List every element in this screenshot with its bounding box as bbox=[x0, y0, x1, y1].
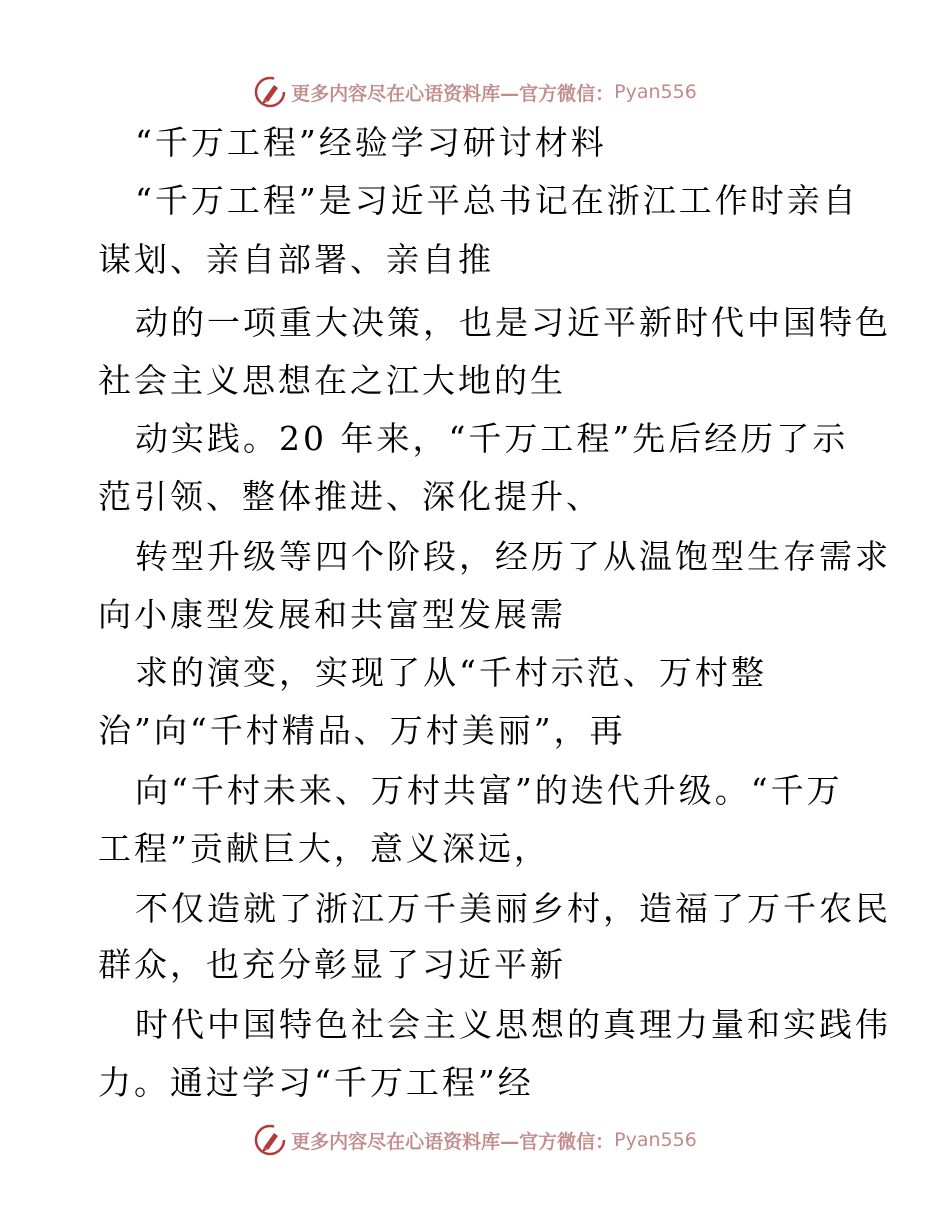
pen-nib-logo-icon bbox=[253, 75, 287, 109]
pen-nib-logo-icon bbox=[253, 1123, 287, 1157]
text-line: 向“千村未来、万村共富”的迭代升级。“千万 bbox=[135, 771, 843, 810]
footer-banner bbox=[0, 1120, 950, 1160]
banner-text: 更多内容尽在心语资料库—官方微信： bbox=[291, 1130, 615, 1153]
text-line: 群众，也充分彰显了习近平新 bbox=[98, 945, 566, 984]
banner-contact: Pyan556 bbox=[614, 1129, 697, 1151]
text-line: 工程”贡献巨大，意义深远， bbox=[98, 829, 550, 868]
text-line: 动的一项重大决策，也是习近平新时代中国特色 bbox=[135, 303, 891, 342]
banner-text: 更多内容尽在心语资料库—官方微信： bbox=[291, 82, 615, 105]
document-title: “千万工程”经验学习研讨材料 bbox=[135, 123, 607, 162]
text-line: 治”向“千村精品、万村美丽”，再 bbox=[98, 711, 626, 750]
text-line: 求的演变，实现了从“千村示范、万村整 bbox=[135, 653, 767, 692]
text-line: 不仅造就了浙江万千美丽乡村，造福了万千农民 bbox=[135, 889, 891, 928]
text-line: 谋划、亲自部署、亲自推 bbox=[98, 240, 494, 279]
text-line: 转型升级等四个阶段，经历了从温饱型生存需求 bbox=[135, 537, 891, 576]
text-line: 时代中国特色社会主义思想的真理力量和实践伟 bbox=[135, 1005, 891, 1044]
text-line: 社会主义思想在之江大地的生 bbox=[98, 361, 566, 400]
banner-contact: Pyan556 bbox=[614, 81, 697, 103]
header-banner bbox=[0, 72, 950, 112]
text-line: 力。通过学习“千万工程”经 bbox=[98, 1063, 534, 1102]
text-line: 范引领、整体推进、深化提升、 bbox=[98, 477, 602, 516]
text-line: 向小康型发展和共富型发展需 bbox=[98, 595, 566, 634]
text-line: “千万工程”是习近平总书记在浙江工作时亲自 bbox=[135, 181, 859, 220]
text-line: 动实践。20 年来，“千万工程”先后经历了示 bbox=[135, 419, 849, 458]
